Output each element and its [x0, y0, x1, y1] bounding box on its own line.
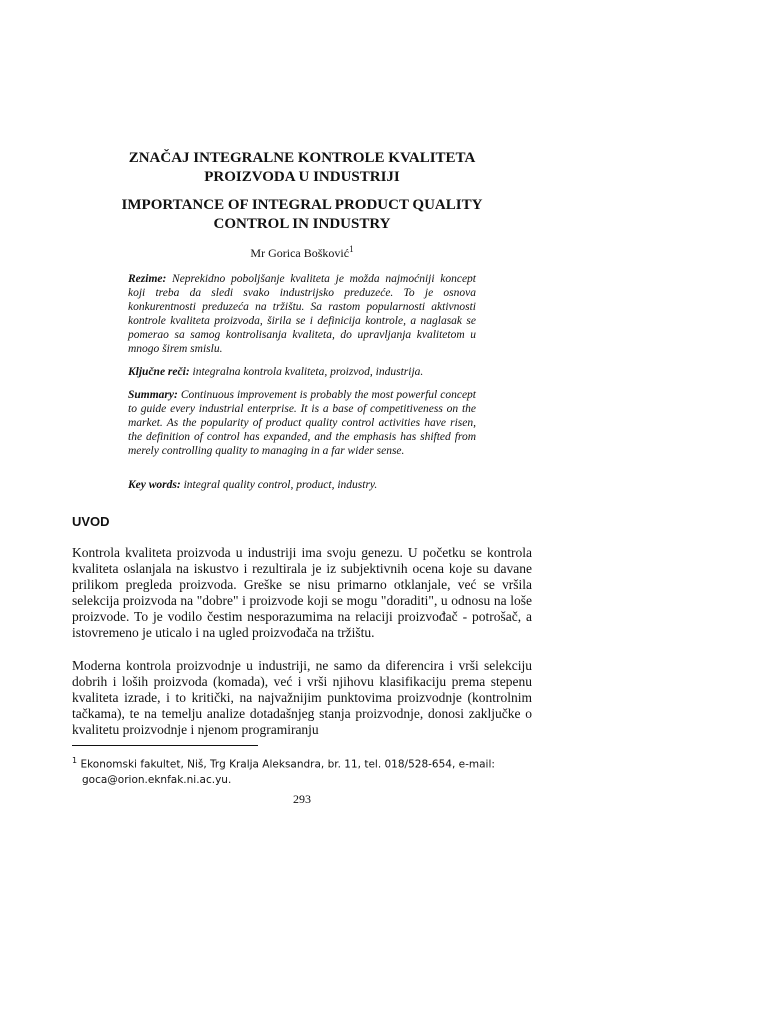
page-number: 293 [293, 792, 311, 806]
title-serbian-line-2: PROIZVODA U INDUSTRIJI [204, 169, 400, 185]
summary-text: Continuous improvement is probably the most powerful concept to guide every industrial enterprise. It is a base of competitiveness on the market. As the popularity of product quality control activities have risen, the definition of control has expanded, and the emphasis has shifted from merely controlling quality to managing in a far wider sense. [128, 389, 477, 457]
rezime-label: Rezime: [128, 273, 167, 285]
body-paragraph-2: Moderna kontrola proizvodnje u industriji, ne samo da diferencira i vrši selekciju dobrih i loših proizvoda (komada), već i vrši njihovu klasifikaciju prema stepenu kvaliteta izrade, i to kritički, na najvažnijim punktovima proizvodnje (kontrolnim tačkama), te na temelju analize dotadašnjeg stanja proizvodnje, donosi zaključke o kvalitetu proizvodnje i njenom programiranju [72, 658, 532, 737]
body-paragraph-1: Kontrola kvaliteta proizvoda u industriji ima svoju genezu. U početku se kontrola kvaliteta oslanjala na iskustvo i rezultirala je iz subjektivnih ocena koje su davane prilikom pregleda proizvoda. Greške se nisu primarno otklanjale, već se vršila selekcija proizvoda na "dobre" i proizvode koji se mogu "doraditi", u odnosu na loše proizvode. To je vodilo čestim nesporazumima na relaciji proizvođač - potrošač, a istovremeno je uticalo i na ugled proizvođača na tržištu. [72, 545, 532, 640]
author-name: Mr Gorica Bošković [250, 246, 350, 260]
kljucne-reci [128, 366, 476, 380]
author-footnote-mark: 1 [349, 244, 354, 254]
title-serbian [72, 149, 532, 187]
title-english-line-1: IMPORTANCE OF INTEGRAL PRODUCT QUALITY [121, 197, 483, 213]
key-words [128, 479, 476, 493]
key-words-label: Key words: [128, 479, 181, 491]
title-english [72, 196, 532, 234]
footnote-divider [72, 745, 258, 746]
footnote [72, 753, 532, 788]
summary-abstract [128, 389, 476, 459]
footnote-mark: 1 [72, 756, 78, 765]
summary-label: Summary: [128, 389, 178, 401]
section-heading: UVOD [72, 514, 110, 529]
title-english-line-2: CONTROL IN INDUSTRY [213, 216, 391, 232]
footnote-line-1: Ekonomski fakultet, Niš, Trg Kralja Aleksandra, br. 11, tel. 018/528-654, e-mail: [80, 758, 495, 771]
rezime-abstract [128, 273, 476, 356]
title-serbian-line-1: ZNAČAJ INTEGRALNE KONTROLE KVALITETA [128, 150, 476, 166]
key-words-text: integral quality control, product, industry. [183, 479, 378, 491]
author-line [72, 244, 532, 261]
footnote-email: goca@orion.eknfak.ni.ac.yu. [82, 773, 232, 786]
rezime-text: Neprekidno poboljšanje kvaliteta je možda najmoćniji koncept koji treba da sledi svako industrijsko preduzeće. To je osnova konkurentnosti preduzeća na tržištu. Sa rastom popularnosti aktivnosti kontrole kvaliteta proizvoda, širila se i definicija kontrole, a naglasak se pomerao sa samog kontrolisanja kvaliteta, do upravljanja kvalitetom u mnogo širem smislu. [128, 273, 476, 355]
kljucne-reci-text: integralna kontrola kvaliteta, proizvod, industrija. [192, 366, 424, 378]
kljucne-reci-label: Ključne reči: [128, 366, 190, 378]
